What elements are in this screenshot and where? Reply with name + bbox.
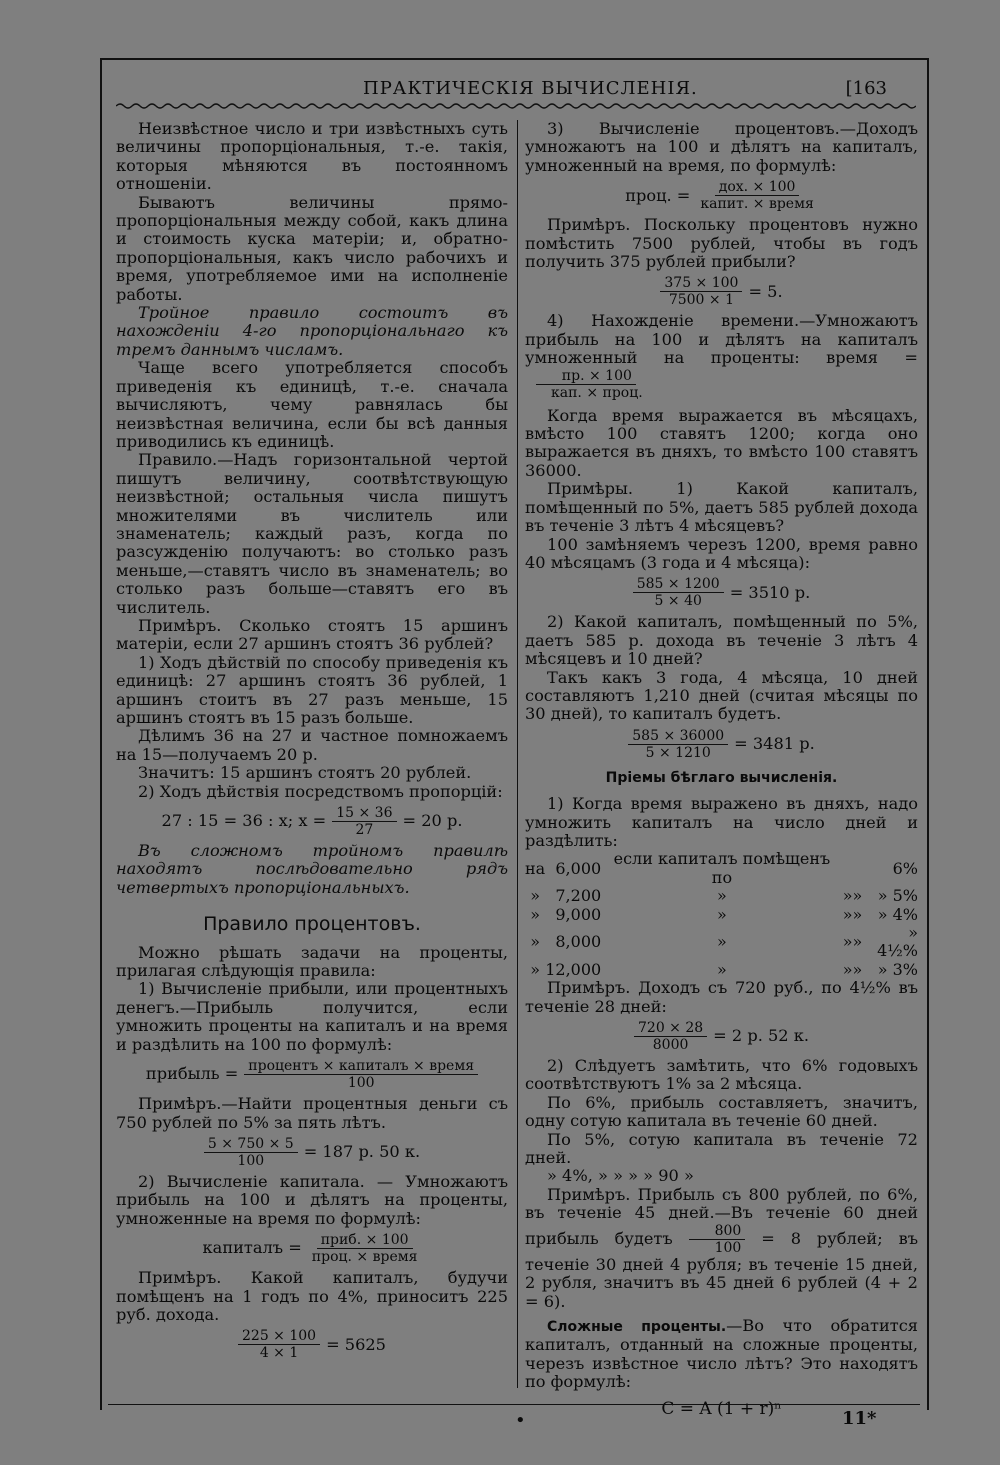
rates-row [525, 887, 918, 905]
numerator: 585 × 1200 [633, 576, 724, 593]
fraction [244, 1058, 478, 1091]
formula-text: = 2 р. 52 к. [713, 1026, 809, 1046]
rates-cell: » [852, 959, 863, 979]
rates-cell: » 4½% [877, 923, 918, 961]
paragraph: Дѣлимъ 36 на 27 и частное помножаемъ на 15—получаемъ 20 р. [116, 726, 508, 764]
denominator: 8000 [652, 1037, 689, 1054]
rates-cell: » [852, 904, 863, 924]
rates-cell: » [717, 932, 727, 952]
numerator: дох. × 100 [715, 179, 800, 196]
denominator: 100 [347, 1075, 375, 1092]
paragraph: Тройное правило состоитъ въ нахожденіи 4-го пропорціональнаго къ тремъ даннымъ числамъ. [116, 303, 508, 359]
formula [116, 805, 508, 838]
inline-heading: Сложные проценты. [547, 1318, 727, 1335]
numerator: 800 [689, 1223, 746, 1240]
paragraph: По 5%, сотую капитала въ теченіе 72 дней. [525, 1129, 918, 1168]
fraction [628, 728, 728, 761]
paragraph: Такъ какъ 3 года, 4 мѣсяца, 10 дней составляютъ 1,210 дней (считая мѣсяцы по 30 дней), то капиталъ будетъ. [525, 667, 918, 724]
formula [116, 1232, 508, 1265]
rates-cell: » 3% [877, 959, 918, 979]
fraction [634, 1020, 707, 1053]
paragraph: Чаще всего употребляется способъ приведенія къ единицѣ, т.-е. сначала вычисляютъ, чему равнялась бы неизвѣстная величина, если бы всѣ данныя приводились къ единицѣ. [116, 358, 508, 451]
rates-cell: на [525, 858, 546, 878]
rates-row [525, 850, 918, 887]
paragraph: Примѣръ.—Найти процентныя деньги съ 750 рублей по 5% за пять лѣтъ. [116, 1094, 508, 1132]
paragraph [525, 312, 918, 400]
rates-cell: » [717, 904, 727, 924]
paragraph-text: 4) Нахожденіе времени.—Умножаютъ прибыль на 100 и дѣлятъ на капиталъ умноженный на проценты: время = [525, 311, 918, 368]
paragraph: » 4%, » » » » 90 » [547, 1166, 694, 1186]
rates-cell: 12,000 [545, 959, 602, 979]
rates-cell: » [852, 886, 863, 906]
denominator: 100 [714, 1239, 742, 1256]
rates-cell: » [530, 959, 540, 979]
paragraph: 3) Вычисленіе процентовъ.—Доходъ умножаютъ на 100 и дѣлятъ на капиталъ, умноженный на время, по формулѣ: [525, 119, 918, 175]
rates-cell: 7,200 [555, 886, 602, 906]
rates-row [525, 961, 918, 979]
fraction [204, 1136, 298, 1169]
numerator: 375 × 100 [660, 275, 742, 292]
paragraph: Правило.—Надъ горизонтальной чертой пишутъ величину, соотвѣтствующую неизвѣстной; остальныя числа пишутъ множителями въ числитель или знаменатель; каждый разъ, когда по разсужденію получаютъ: во столько разъ меньше,—ставятъ число въ знаменатель; во столько разъ больше—ставятъ его въ числитель. [116, 450, 508, 617]
rates-row [525, 924, 918, 961]
paragraph: Бываютъ величины прямо-пропорціональныя между собой, какъ длина и стоимость куска матеріи; и, обратно-пропорціональныя, какъ число рабочихъ и время, употребляемое ими на исполненіе работы. [116, 192, 508, 304]
paragraph: Примѣръ. Доходъ съ 720 руб., по 4½% въ теченіе 28 дней: [525, 978, 918, 1016]
denominator: капит. × время [700, 196, 814, 213]
numerator: 585 × 36000 [628, 728, 728, 745]
formula [116, 1136, 508, 1169]
paragraph: Въ сложномъ тройномъ правилѣ находятъ послѣдовательно рядъ четвертыхъ пропорціональныхъ. [116, 841, 508, 897]
paragraph: 1) Вычисленіе прибыли, или процентныхъ денегъ.—Прибыль получится, если умножить проценты на капиталъ и на время и раздѣлить на 100 по формулѣ: [116, 979, 508, 1054]
rates-cell: » [842, 932, 853, 952]
numerator: 5 × 750 × 5 [204, 1136, 298, 1153]
denominator: 7500 × 1 [668, 292, 734, 309]
denominator: 100 [237, 1152, 265, 1169]
paragraph: Можно рѣшать задачи на проценты, прилагая слѣдующія правила: [116, 942, 508, 981]
rates-cell: » [842, 904, 853, 924]
rates-cell: » [842, 886, 853, 906]
rates-cell: 6% [892, 858, 918, 878]
paragraph-text: = 8 рублей; въ теченіе 30 дней 4 рубля; въ теченіе 15 дней, 2 рубля, значитъ въ 45 дней 6 рублей (4 + 2 = 6). [525, 1228, 918, 1311]
page-number: [163 [845, 78, 887, 99]
rates-cell: если капиталъ помѣщенъ по [613, 849, 831, 887]
fraction [308, 1232, 422, 1265]
paragraph: 2) Ходъ дѣйствія посредствомъ пропорцій: [138, 781, 503, 801]
formula [116, 1328, 508, 1361]
rates-table [525, 850, 918, 979]
formula-text: = 5. [748, 281, 783, 301]
rates-cell: » [842, 959, 853, 979]
denominator: 27 [355, 822, 374, 839]
fraction [525, 368, 647, 401]
rates-cell: 6,000 [555, 858, 602, 878]
rates-cell: » [530, 886, 540, 906]
rates-cell [843, 850, 853, 887]
fraction [238, 1328, 320, 1361]
numerator: приб. × 100 [317, 1232, 413, 1249]
formula-text: 27 : 15 = 36 : x; x = [161, 811, 327, 831]
denominator: кап. × проц. [551, 384, 643, 401]
footer-dot: • [515, 1410, 526, 1431]
rates-cell: » [852, 932, 863, 952]
numerator: 720 × 28 [634, 1020, 707, 1037]
denominator: 5 × 1210 [645, 744, 711, 761]
paragraph: 100 замѣняемъ черезъ 1200, время равно 40 мѣсяцамъ (3 года и 4 мѣсяца): [525, 534, 918, 572]
paragraph: Примѣръ. Какой капиталъ, будучи помѣщенъ на 1 годъ по 4%, приноситъ 225 руб. дохода. [116, 1268, 508, 1324]
rates-cell [852, 850, 862, 887]
formula-text: проц. = [625, 185, 691, 205]
paragraph: 2) Вычисленіе капитала. — Умножаютъ прибыль на 100 и дѣлятъ на проценты, умноженные на время по формулѣ: [116, 1171, 508, 1228]
header-title: ПРАКТИЧЕСКІЯ ВЫЧИСЛЕНІЯ. [363, 78, 698, 99]
paragraph [525, 1317, 918, 1392]
paragraph: 1) Когда время выражено въ дняхъ, надо умножить капиталъ на число дней и раздѣлить: [525, 794, 918, 850]
formula [525, 576, 918, 609]
paragraph: 2) Слѣдуетъ замѣтить, что 6% годовыхъ соотвѣтствуютъ 1% за 2 мѣсяца. [525, 1056, 918, 1094]
formula-text: = 187 р. 50 к. [303, 1142, 421, 1162]
paragraph: По 6%, прибыль составляетъ, значитъ, одну сотую капитала въ теченіе 60 дней. [525, 1092, 918, 1131]
section-heading: Пріемы бѣглаго вычисленія. [605, 769, 838, 786]
paragraph: Когда время выражается въ мѣсяцахъ, вмѣсто 100 ставятъ 1200; когда оно выражается въ дняхъ, то вмѣсто 100 ставятъ 36000. [525, 405, 918, 480]
fraction [633, 576, 724, 609]
formula-text: = 3510 р. [729, 582, 811, 602]
formula [525, 1020, 918, 1053]
formula-text: = 3481 р. [734, 734, 815, 754]
paragraph-text: —Во что обратится капиталъ, отданный на сложные проценты, черезъ извѣстное число лѣтъ? Это находятъ по формулѣ: [525, 1315, 918, 1392]
paragraph: Примѣры. 1) Какой капиталъ, помѣщенный по 5%, даетъ 585 рублей дохода въ теченіе 3 лѣтъ 4 мѣсяцевъ? [525, 479, 918, 536]
formula [525, 275, 918, 308]
denominator: проц. × время [311, 1249, 418, 1266]
formula-text: прибыль = [145, 1064, 239, 1084]
fraction [696, 179, 817, 212]
bottom-rule [108, 1404, 920, 1405]
fraction [660, 275, 742, 308]
section-heading: Правило процентовъ. [203, 913, 421, 936]
denominator: 5 × 40 [654, 593, 702, 610]
denominator: 4 × 1 [259, 1345, 299, 1362]
numerator: 15 × 36 [332, 805, 396, 822]
rates-cell: » [717, 959, 727, 979]
right-column [525, 120, 918, 1422]
paragraph: 1) Ходъ дѣйствій по способу приведенія къ единицѣ: 27 аршинъ стоятъ 36 рублей, 1 аршинъ стоитъ въ 27 разъ меньше, 15 аршинъ стоятъ въ 15 разъ больше. [116, 652, 508, 727]
formula [525, 179, 918, 212]
rates-cell: 8,000 [555, 932, 602, 952]
fraction [332, 805, 396, 838]
rates-cell: » 4% [877, 904, 918, 924]
fraction [689, 1223, 746, 1256]
formula-text: = 5625 [326, 1334, 386, 1354]
paragraph: Неизвѣстное число и три извѣстныхъ суть величины пропорціональныя, т.-е. такія, которыя мѣняются въ постоянномъ отношеніи. [116, 119, 508, 194]
rates-cell: » [530, 904, 540, 924]
wavy-rule [116, 101, 916, 111]
paragraph: 2) Какой капиталъ, помѣщенный по 5%, даетъ 585 р. дохода въ теченіе 3 лѣтъ 4 мѣсяцевъ и 10 дней? [525, 612, 918, 669]
numerator: пр. × 100 [536, 368, 636, 385]
paragraph: Примѣръ. Сколько стоятъ 15 аршинъ матеріи, если 27 аршинъ стоятъ 36 рублей? [116, 615, 508, 654]
column-divider [517, 120, 518, 1388]
paragraph: Значитъ: 15 аршинъ стоятъ 20 рублей. [138, 763, 472, 783]
formula-text: C = A (1 + r)ⁿ [661, 1398, 782, 1419]
rates-cell: 9,000 [555, 904, 602, 924]
running-header [100, 76, 925, 104]
formula [525, 728, 918, 761]
paragraph: Примѣръ. Поскольку процентовъ нужно помѣстить 7500 рублей, чтобы въ годъ получить 375 рублей прибыли? [525, 215, 918, 272]
formula-text: капиталъ = [202, 1238, 302, 1258]
rates-cell: » 5% [877, 886, 918, 906]
paragraph [525, 1186, 918, 1311]
paragraph-text: Примѣръ. Прибыль съ 800 рублей, по 6%, въ теченіе 45 дней.—Въ теченіе 60 дней прибыль будетъ [525, 1184, 918, 1248]
numerator: процентъ × капиталъ × время [244, 1058, 478, 1075]
formula-text: = 20 р. [402, 811, 463, 831]
left-column [116, 120, 508, 1365]
formula [116, 1058, 508, 1091]
numerator: 225 × 100 [238, 1328, 320, 1345]
signature-mark: 11* [842, 1408, 877, 1429]
rates-cell: » [530, 932, 540, 952]
rates-row [525, 906, 918, 924]
rates-cell: » [717, 886, 727, 906]
